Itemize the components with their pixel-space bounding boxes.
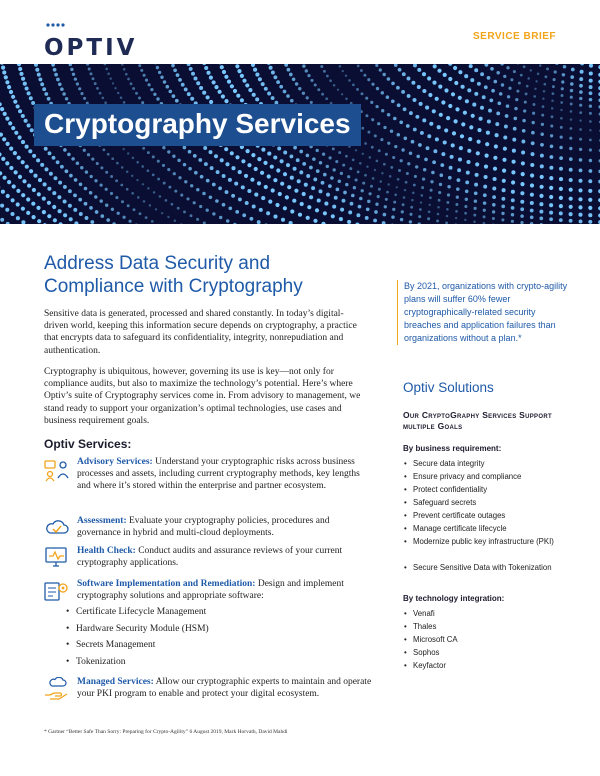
list-item: • Secrets Management [76, 639, 336, 651]
hero-banner [0, 64, 600, 224]
list-item: • Venafi [413, 608, 573, 619]
list-item: • Hardware Security Module (HSM) [76, 623, 336, 635]
page-title: Cryptography Services [34, 104, 361, 146]
list-item: • Keyfactor [413, 660, 573, 671]
list-item: • Protect confidentiality [413, 484, 573, 495]
footnote: * Gartner “Better Safe Than Sorry: Preparing for Crypto-Agility” 6 August 2019, Mark Horvath, David Mahdi [44, 729, 288, 735]
monitor-icon [44, 546, 70, 570]
list-item: • Certificate Lifecycle Management [76, 606, 336, 618]
service-managed-text: Managed Services: Allow our cryptographic experts to maintain and operate your PKI program to enable and protect your digital ecosystem. [77, 677, 372, 700]
list-item: • Secure data integrity [413, 458, 573, 469]
tech-heading: By technology integration: [403, 594, 505, 603]
governance-paragraph: Cryptography is ubiquitous, however, governing its use is key—not only for compliance audits, but also to maximize the technology’s potential. Here’s where Optiv’s suite of Cryptography services come in. From advisory to management, we stand ready to support your organization’s optimal technologies, use cases and business requirement goals. [44, 367, 361, 426]
logo-dots-icon [44, 22, 124, 28]
solutions-heading: Optiv Solutions [403, 380, 494, 395]
service-software-text: Software Implementation and Remediation: Design and implement cryptography solutions and appropriate software: [77, 579, 344, 602]
cloud-icon [44, 516, 70, 540]
list-item: • Thales [413, 621, 573, 632]
service-assessment-text: Assessment: Evaluate your cryptography policies, procedures and governance in hybrid and multi-cloud deployments. [77, 516, 330, 539]
section-heading: Address Data Security and Compliance with Cryptography [44, 253, 303, 297]
service-brief-label: SERVICE BRIEF [473, 31, 556, 42]
list-item: • Prevent certificate outages [413, 510, 573, 521]
list-item: • Secure Sensitive Data with Tokenization [413, 562, 563, 573]
advisory-icon [44, 458, 70, 482]
list-item: • Safeguard secrets [413, 497, 573, 508]
optiv-logo [44, 15, 137, 61]
logo-wordmark: OPTIV [44, 35, 138, 61]
list-item: • Manage certificate lifecycle [413, 523, 573, 534]
list-item: • Ensure privacy and compliance [413, 471, 573, 482]
gear-check-icon [44, 579, 70, 603]
list-item: • Microsoft CA [413, 634, 573, 645]
goals-heading: Our CryptoGraphy Services Support multiple Goals [403, 410, 552, 431]
pull-quote: By 2021, organizations with crypto-agility plans will suffer 60% fewer cryptographically-related security breaches and application failures than organizations without a plan.* [397, 280, 574, 345]
list-item: • Modernize public key infrastructure (PKI) [413, 536, 563, 547]
service-health-check-text: Health Check: Conduct audits and assurance reviews of your current cryptography applications. [77, 546, 343, 569]
business-heading: By business requirement: [403, 444, 502, 453]
list-item: • Sophos [413, 647, 573, 658]
hand-cloud-icon [44, 677, 70, 701]
list-item: • Tokenization [76, 656, 336, 668]
intro-paragraph: Sensitive data is generated, processed and shared constantly. In today’s digital-driven world, keeping this information secure depends on cryptography, a practice that encrypts data to safeguard its confidentiality, integrity, nonrepudiation and authentication. [44, 309, 357, 356]
services-heading: Optiv Services: [44, 437, 132, 451]
service-advisory-text: Advisory Services: Understand your cryptographic risks across business processes and assets, including current cryptography methods, key lengths and where it’s stored within the enterprise and partner ecosystem. [77, 457, 360, 492]
